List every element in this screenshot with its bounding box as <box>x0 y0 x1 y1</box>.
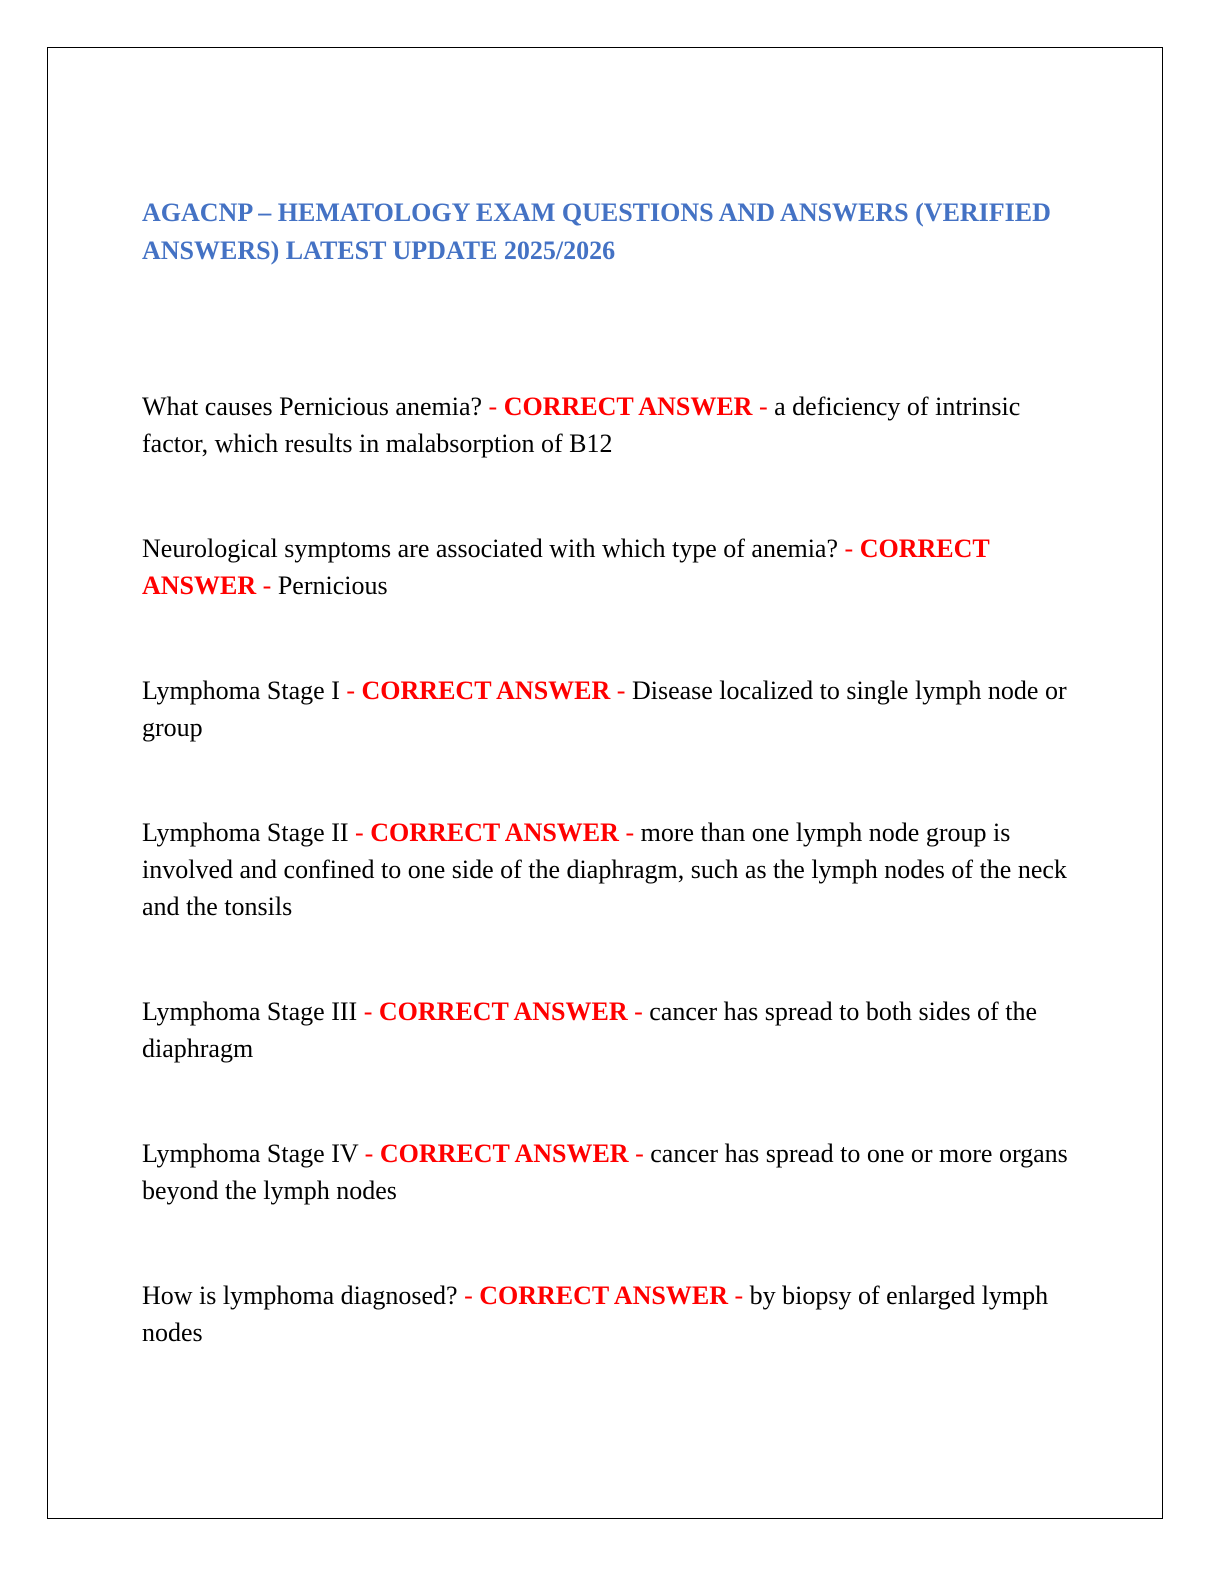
answer-text: by biopsy of enlarged lymph nodes <box>142 1281 1049 1347</box>
correct-answer-marker <box>357 997 649 1026</box>
qa-item <box>142 672 1082 746</box>
answer-text: Pernicious <box>277 571 388 600</box>
marker-separator: - <box>339 676 362 705</box>
answer-text: a deficiency of intrinsic factor, which results in malabsorption of B12 <box>142 392 1021 458</box>
answer-text: Disease localized to single lymph node or group <box>142 676 1067 742</box>
marker-separator: - <box>348 818 371 847</box>
marker-separator: - <box>457 1281 480 1310</box>
marker-separator: - <box>752 392 775 421</box>
correct-answer-marker <box>340 676 632 705</box>
marker-separator: - <box>256 571 278 600</box>
marker-label: CORRECT ANSWER <box>503 392 753 421</box>
answer-text: cancer has spread to one or more organs beyond the lymph nodes <box>142 1139 1068 1205</box>
answer-text: more than one lymph node group is involved and confined to one side of the diaphragm, such as the lymph nodes of the neck and the tonsils <box>142 818 1067 921</box>
qa-item <box>142 814 1082 925</box>
question-text: How is lymphoma diagnosed? <box>142 1281 458 1310</box>
marker-separator: - <box>628 1139 651 1168</box>
question-text: Lymphoma Stage I <box>142 676 340 705</box>
question-text: Lymphoma Stage II <box>142 818 349 847</box>
question-text: Lymphoma Stage IV <box>142 1139 359 1168</box>
qa-item <box>142 388 1082 462</box>
correct-answer-marker <box>358 1139 650 1168</box>
marker-label: CORRECT ANSWER <box>361 676 611 705</box>
marker-separator: - <box>618 818 641 847</box>
marker-separator: - <box>728 1281 750 1310</box>
qa-item <box>142 1277 1082 1351</box>
qa-item <box>142 530 1082 604</box>
marker-separator: - <box>482 392 504 421</box>
marker-label: CORRECT ANSWER <box>379 1139 629 1168</box>
answer-text: cancer has spread to both sides of the diaphragm <box>142 997 1037 1063</box>
document-title: AGACNP – HEMATOLOGY EXAM QUESTIONS AND ANSWERS (VERIFIED ANSWERS) LATEST UPDATE 2025/2026 <box>142 198 1051 265</box>
question-text: Neurological symptoms are associated with which type of anemia? <box>142 534 839 563</box>
question-text: What causes Pernicious anemia? <box>142 392 483 421</box>
correct-answer-marker <box>349 818 641 847</box>
marker-label: CORRECT ANSWER <box>142 534 990 600</box>
marker-separator: - <box>357 997 379 1026</box>
correct-answer-marker <box>482 392 774 421</box>
marker-label: CORRECT ANSWER <box>479 1281 728 1310</box>
marker-label: CORRECT ANSWER <box>378 997 628 1026</box>
correct-answer-marker <box>458 1281 750 1310</box>
qa-item <box>142 993 1082 1067</box>
marker-separator: - <box>627 997 650 1026</box>
qa-list <box>142 388 1082 1419</box>
question-text: Lymphoma Stage III <box>142 997 358 1026</box>
marker-separator: - <box>358 1139 380 1168</box>
qa-item <box>142 1135 1082 1209</box>
marker-label: CORRECT ANSWER <box>370 818 619 847</box>
marker-separator: - <box>610 676 632 705</box>
marker-separator: - <box>838 534 860 563</box>
